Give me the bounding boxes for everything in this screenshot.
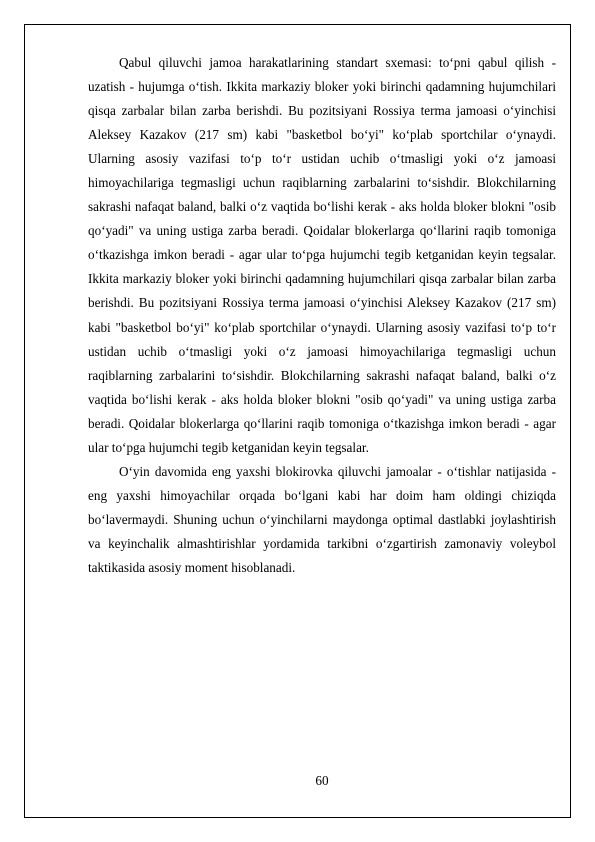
paragraph-2: O‘yin davomida eng yaxshi blokirovka qiluvchi jamoalar - o‘tishlar natijasida - eng yaxshi himoyachilar orqada bo‘lgani kabi har doim ham oldingi chiziqda bo‘lavermaydi. Shuning uchun o‘yinchilarni maydonga optimal dastlabki joylashtirish va keyinchalik almashtirishlar yordamida tarkibni o‘zgartirish zamonaviy voleybol taktikasida asosiy moment hisoblanadi. — [88, 463, 556, 575]
paragraph-1: Qabul qiluvchi jamoa harakatlarining standart sxemasi: to‘pni qabul qilish - uzatish - hujumga o‘tish. Ikkita markaziy bloker yoki birinchi qadamning hujumchilari qisqa zarbalar bilan zarba berishdi. Bu pozitsiyani Rossiya terma jamoasi o‘yinchisi Aleksey Kazakov (217 sm) kabi "basketbol bo‘yi" ko‘plab sportchilar o‘ynaydi. Ularning asosiy vazifasi to‘p to‘r ustidan uchib o‘tmasligi yoki o‘z jamoasi himoyachilariga tegmasligi uchun raqiblarning zarbalarini to‘sishdir. Blokchilarning sakrashi nafaqat baland, balki o‘z vaqtida bo‘lishi kerak - aks holda bloker blokni "osib qo‘yadi" va uning ustiga zarba beradi. Qoidalar blokerlarga qo‘llarini raqib tomoniga o‘tkazishga imkon beradi - agar ular to‘pga hujumchi tegib ketganidan keyin tegsalar. Ikkita markaziy bloker yoki birinchi qadamning hujumchilari qisqa zarbalar bilan zarba berishdi. Bu pozitsiyani Rossiya terma jamoasi o‘yinchisi Aleksey Kazakov (217 sm) kabi "basketbol bo‘yi" ko‘plab sportchilar o‘ynaydi. Ularning asosiy vazifasi to‘p to‘r ustidan uchib o‘tmasligi yoki o‘z jamoasi himoyachilariga tegmasligi uchun raqiblarning zarbalarini to‘sishdir. Blokchilarning sakrashi nafaqat baland, balki o‘z vaqtida bo‘lishi kerak - aks holda bloker blokni "osib qo‘yadi" va uning ustiga zarba beradi. Qoidalar blokerlarga qo‘llarini raqib tomoniga o‘tkazishga imkon beradi - agar ular to‘pga hujumchi tegib ketganidan keyin tegsalar. — [88, 55, 556, 455]
document-body — [88, 51, 556, 580]
page-number: 60 — [315, 773, 329, 788]
